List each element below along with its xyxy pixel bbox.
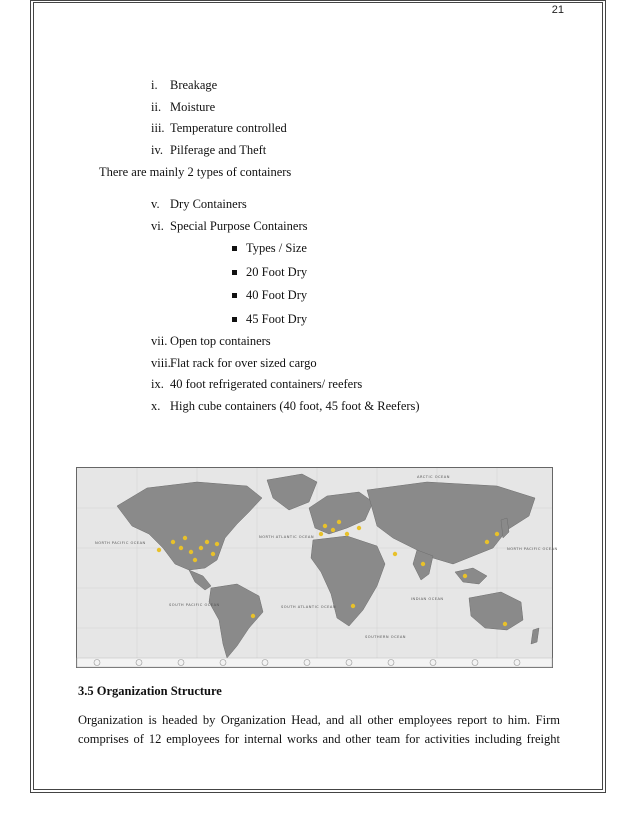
body-paragraph: Organization is headed by Organization Head, and all other employees report to him. Firm comprises of 12 employees for internal works and other team for activities including freight <box>78 713 560 746</box>
ocean-label: NORTH PACIFIC OCEAN <box>507 547 558 551</box>
sub-bullet-item <box>232 312 307 327</box>
list-marker: ix. <box>151 377 164 391</box>
sub-bullet-text: Types / Size <box>246 241 307 255</box>
list-item <box>151 219 307 234</box>
ocean-label: SOUTH PACIFIC OCEAN <box>169 603 220 607</box>
list-text: Moisture <box>170 100 216 114</box>
port-marker <box>179 546 183 550</box>
port-marker <box>183 536 187 540</box>
square-bullet-icon <box>232 270 237 275</box>
port-marker <box>495 532 499 536</box>
list-marker: vi. <box>151 219 164 233</box>
port-marker <box>463 574 467 578</box>
port-marker <box>323 524 327 528</box>
port-marker <box>215 542 219 546</box>
sub-bullet-text: 40 Foot Dry <box>246 288 308 302</box>
port-marker <box>211 552 215 556</box>
list-item <box>151 399 420 414</box>
list-text: Special Purpose Containers <box>170 219 308 233</box>
list-marker: v. <box>151 197 160 211</box>
list-marker: iii. <box>151 121 165 135</box>
port-marker <box>351 604 355 608</box>
list-text: Temperature controlled <box>170 121 287 135</box>
list-text: High cube containers (40 foot, 45 foot & Reefers) <box>170 399 420 413</box>
list-marker: x. <box>151 399 161 413</box>
port-marker <box>503 622 507 626</box>
ocean-label: SOUTHERN OCEAN <box>365 635 406 639</box>
port-marker <box>485 540 489 544</box>
list-marker: iv. <box>151 143 164 157</box>
port-marker <box>199 546 203 550</box>
ocean-label: SOUTH ATLANTIC OCEAN <box>281 605 337 609</box>
list-item <box>151 197 247 212</box>
port-marker <box>193 558 197 562</box>
world-map-image <box>76 467 558 668</box>
list-text: Pilferage and Theft <box>170 143 267 157</box>
list-text: Open top containers <box>170 334 271 348</box>
square-bullet-icon <box>232 293 237 298</box>
square-bullet-icon <box>232 246 237 251</box>
list-item <box>151 334 271 349</box>
port-marker <box>205 540 209 544</box>
sub-bullet-item <box>232 288 307 303</box>
list-item <box>151 100 215 115</box>
port-marker <box>331 528 335 532</box>
list-item <box>151 377 362 392</box>
list-text: Flat rack for over sized cargo <box>170 356 317 370</box>
port-marker <box>345 532 349 536</box>
port-marker <box>357 526 361 530</box>
sub-bullet-item <box>232 241 307 256</box>
ocean-label: ARCTIC OCEAN <box>417 475 450 479</box>
ocean-label: INDIAN OCEAN <box>411 597 444 601</box>
sub-bullet-item <box>232 265 307 280</box>
port-marker <box>189 550 193 554</box>
list-text: Breakage <box>170 78 218 92</box>
map-bottom-band <box>77 658 552 667</box>
list-text: Dry Containers <box>170 197 247 211</box>
ocean-label: NORTH ATLANTIC OCEAN <box>259 535 315 539</box>
list-text: 40 foot refrigerated containers/ reefers <box>170 377 363 391</box>
sub-bullet-text: 20 Foot Dry <box>246 265 308 279</box>
list-item <box>151 143 266 158</box>
port-marker <box>171 540 175 544</box>
port-marker <box>393 552 397 556</box>
intro-line: There are mainly 2 types of containers <box>99 165 292 179</box>
port-marker <box>319 532 323 536</box>
list-marker: viii. <box>151 356 171 370</box>
sub-bullet-text: 45 Foot Dry <box>246 312 308 326</box>
list-item <box>151 356 317 371</box>
list-marker: vii. <box>151 334 168 348</box>
list-marker: ii. <box>151 100 162 114</box>
list-item <box>151 121 287 136</box>
port-marker <box>337 520 341 524</box>
page-number: 21 <box>551 4 564 16</box>
port-marker <box>251 614 255 618</box>
page-border-inner <box>33 2 603 790</box>
port-marker <box>421 562 425 566</box>
list-marker: i. <box>151 78 158 92</box>
ocean-label: NORTH PACIFIC OCEAN <box>95 541 146 545</box>
section-heading: 3.5 Organization Structure <box>78 684 222 698</box>
square-bullet-icon <box>232 317 237 322</box>
port-marker <box>157 548 161 552</box>
list-item <box>151 78 217 93</box>
